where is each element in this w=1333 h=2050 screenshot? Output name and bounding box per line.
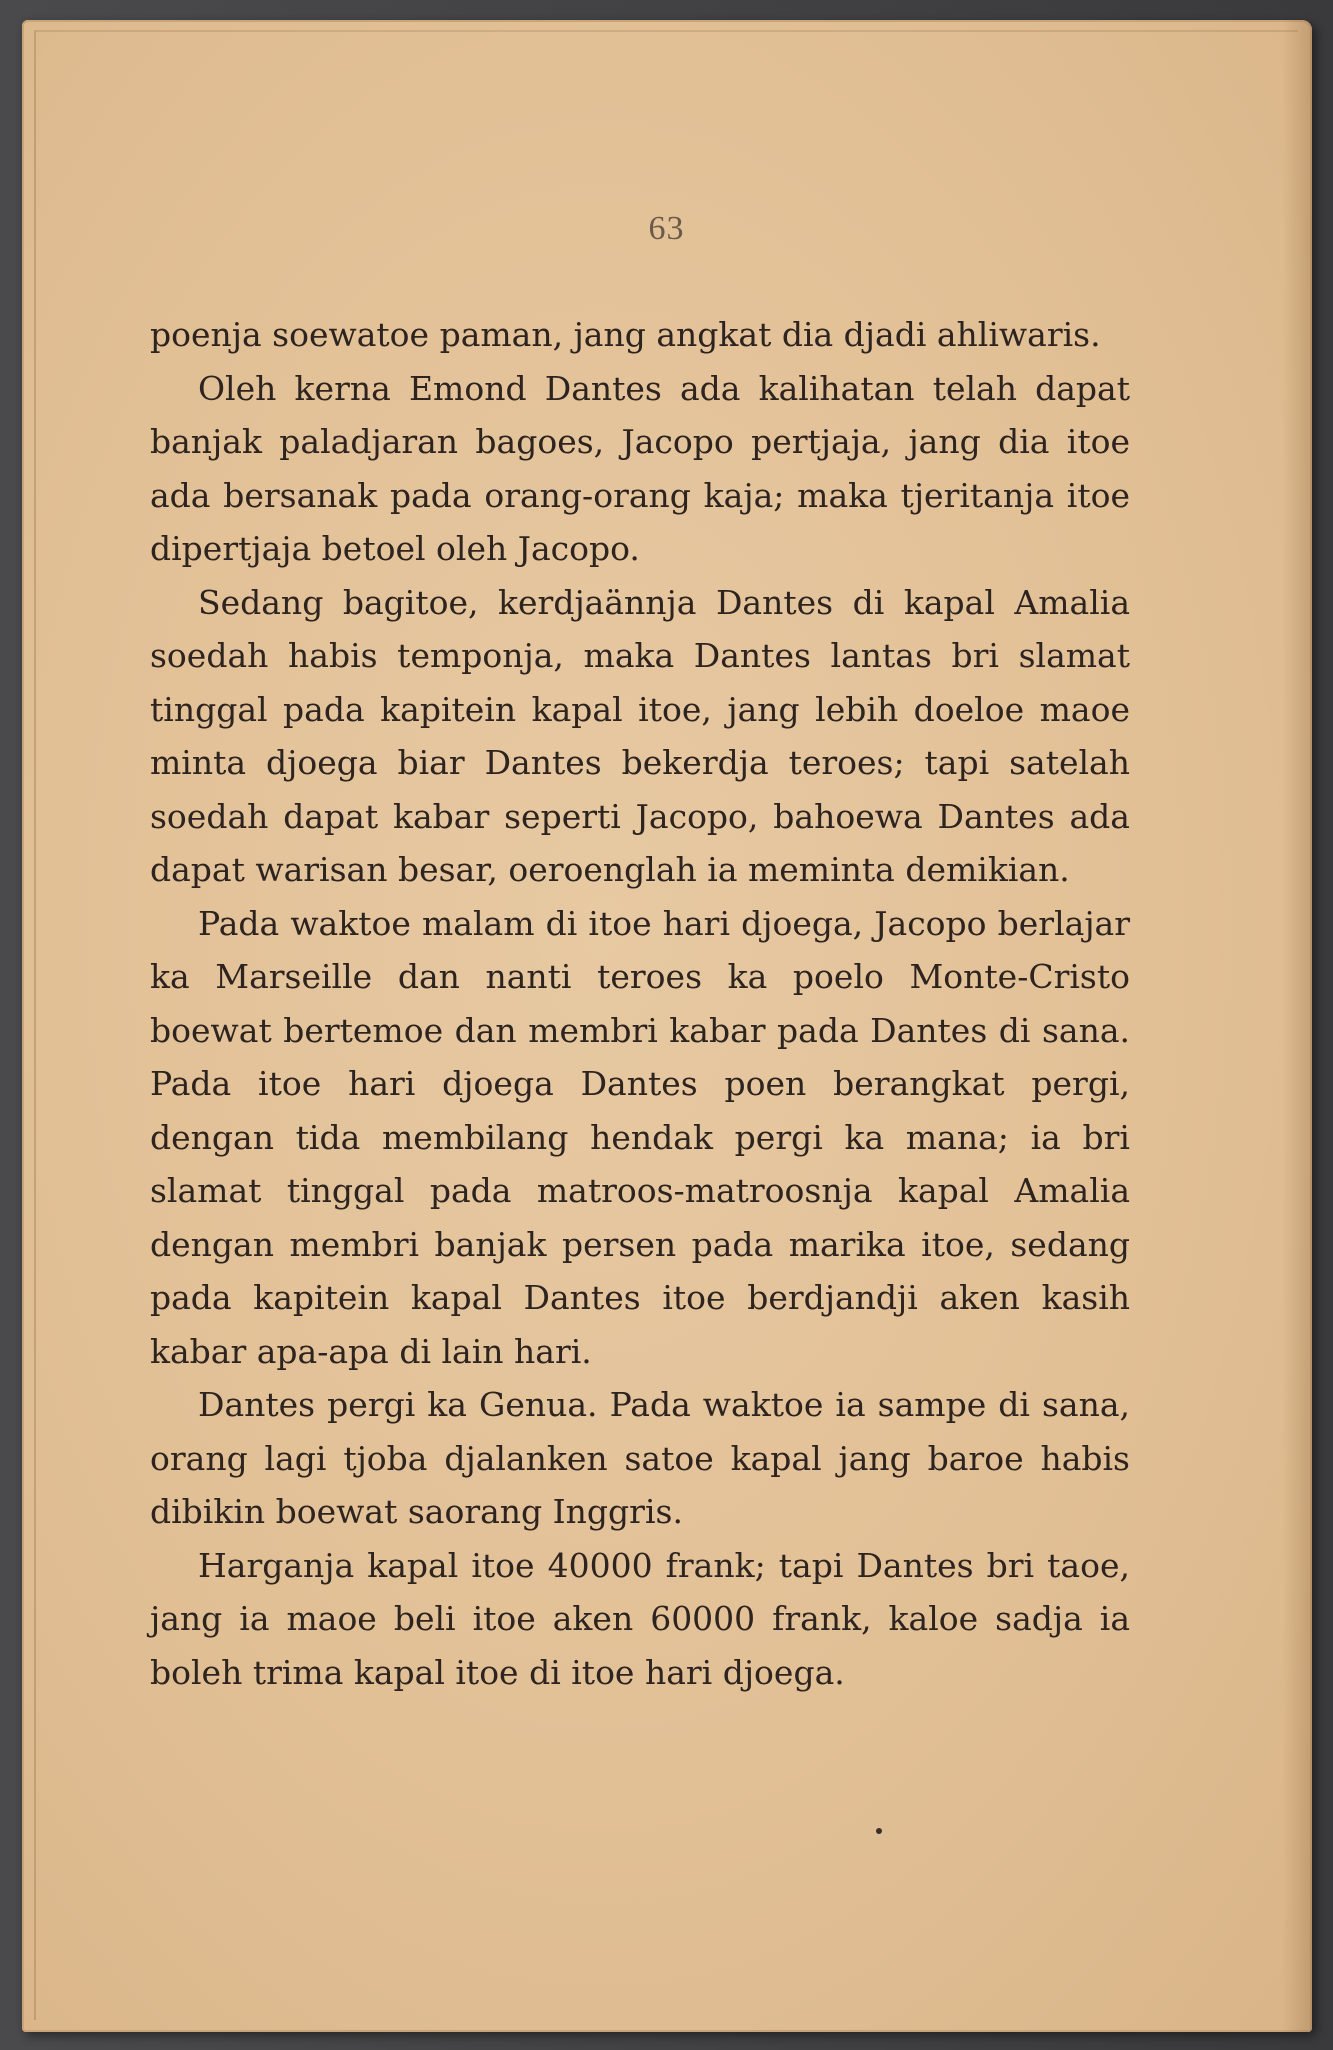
page-number: 63 [648, 210, 685, 247]
paragraph-harganja: Harganja kapal itoe 40000 frank; tapi Dantes bri taoe, jang ia maoe beli itoe aken 60000 frank, kaloe sadja ia boleh trima kapal itoe di itoe hari djoega. [150, 1545, 1130, 1692]
body-text [150, 308, 1130, 1699]
paragraph-continuation: poenja soewatoe paman, jang angkat dia djadi ahliwaris. [150, 315, 1101, 354]
ink-speck [876, 1828, 882, 1834]
paragraph-dantes-pergi: Dantes pergi ka Genua. Pada waktoe ia sampe di sana, orang lagi tjoba djalanken satoe kapal jang baroe habis dibikin boewat saorang Inggris. [150, 1385, 1130, 1531]
page-edge [1282, 20, 1312, 2032]
paragraph-oleh-kerna: Oleh kerna Emond Dantes ada kalihatan telah dapat banjak paladjaran bagoes, Jacopo pertjaja, jang dia itoe ada bersanak pada orang-orang kaja; maka tjeritanja itoe dipertjaja betoel oleh Jacopo. [150, 368, 1130, 568]
paragraph-sedang-bagitoe: Sedang bagitoe, kerdjaännja Dantes di kapal Amalia soedah habis temponja, maka Dantes lantas bri slamat tinggal pada kapitein kapal itoe, jang lebih doeloe maoe minta djoega biar Dantes bekerdja teroes; tapi satelah soedah dapat kabar seperti Jacopo, bahoewa Dantes ada dapat warisan besar, oeroenglah ia meminta demikian. [150, 582, 1130, 889]
paragraph-pada-waktoe-malam: Pada waktoe malam di itoe hari djoega, Jacopo berlajar ka Marseille dan nanti teroes ka poelo Monte-Cristo boewat bertemoe dan membri kabar pada Dantes di sana. Pada itoe hari djoega Dantes poen berangkat pergi, dengan tida membilang hendak pergi ka mana; ia bri slamat tinggal pada matroos-matroosnja kapal Amalia dengan membri banjak persen pada marika itoe, sedang pada kapitein kapal Dantes itoe berdjandji aken kasih kabar apa-apa di lain hari. [150, 903, 1130, 1371]
